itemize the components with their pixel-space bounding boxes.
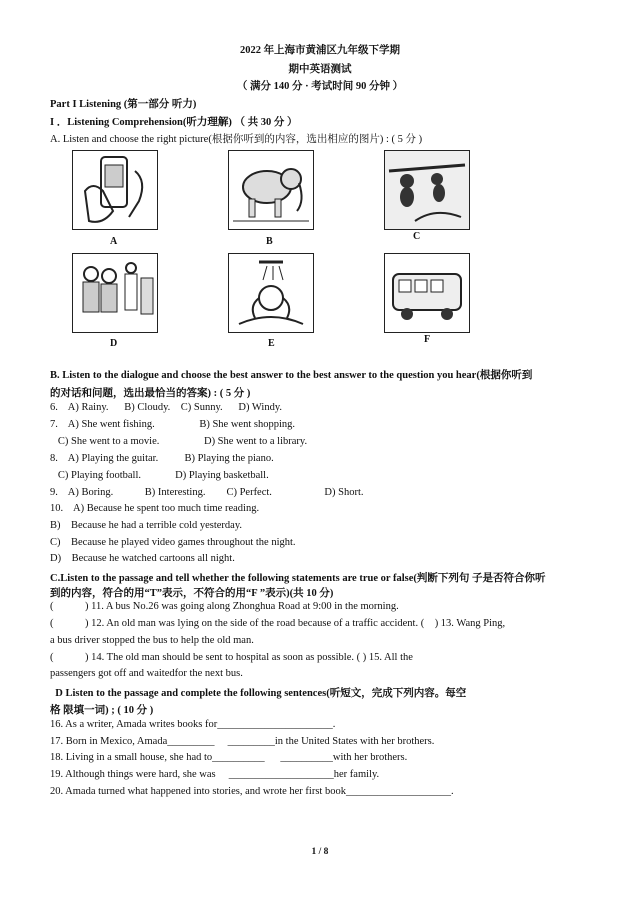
question-line: B) Because he had a terrible cold yesterday.: [50, 520, 243, 531]
part1-heading: Part I Listening (第一部分 听力): [50, 99, 197, 110]
statement-line: ( ) 12. An old man was lying on the side of the road because of a traffic accident. ( ) 13. Wang Ping,: [50, 618, 506, 629]
statement-line: ( ) 11. A bus No.26 was going along Zhonghua Road at 9:00 in the morning.: [50, 601, 399, 612]
sectionB-heading-cont: 的对话和问题，选出最恰当的答案) : ( 5 分 ): [50, 388, 251, 399]
picture-label: D: [110, 338, 118, 349]
school-bus-icon: [384, 253, 470, 333]
question-line: 7. A) She went fishing. B) She went shopping.: [50, 419, 295, 430]
sectionC-heading-cont: 到的内容，符合的用“T”表示，不符合的用“F ”表示)(共 10 分): [50, 588, 334, 599]
question-line: C) Playing football. D) Playing basketball.: [50, 470, 269, 481]
question-line: C) She went to a movie. D) She went to a library.: [50, 436, 308, 447]
people-icon: [72, 253, 158, 333]
blank-line: 19. Although things were hard, she was ____________________her family.: [50, 769, 380, 780]
blank-line: 18. Living in a small house, she had to__________ __________with her brothers.: [50, 752, 408, 763]
picture-label: B: [266, 236, 273, 247]
statement-line: a bus driver stopped the bus to help the old man.: [50, 635, 254, 646]
picture-label: F: [424, 334, 431, 345]
picture-label: E: [268, 338, 275, 349]
sectionC-heading: C.Listen to the passage and tell whether the following statements are true or false(判断下列句 子是否符合你听: [50, 573, 546, 584]
exam-info: （ 满分 140 分 · 考试时间 90 分钟 ）: [236, 81, 404, 92]
sectionD-heading: D Listen to the passage and complete the following sentences(听短文，完成下列内容。每空: [50, 688, 467, 699]
exam-title: 2022 年上海市黄浦区九年级下学期: [239, 45, 401, 56]
question-line: 6. A) Rainy. B) Cloudy. C) Sunny. D) Windy.: [50, 402, 283, 413]
blank-line: 16. As a writer, Amada writes books for______________________.: [50, 719, 336, 730]
exam-subtitle: 期中英语测试: [288, 64, 352, 75]
sectionD-heading-cont: 格 限填一词) ; ( 10 分 ): [50, 705, 154, 716]
picture-label: C: [413, 231, 421, 242]
question-line: C) Because he played video games throughout the night.: [50, 537, 296, 548]
shower-girl-icon: [228, 253, 314, 333]
elephant-icon: [228, 150, 314, 230]
sectionB-heading: B. Listen to the dialogue and choose the best answer to the best answer to the question you hear(根据你听到: [50, 370, 533, 381]
question-line: 10. A) Because he spent too much time reading.: [50, 503, 260, 514]
question-line: 8. A) Playing the guitar. B) Playing the piano.: [50, 453, 274, 464]
statement-line: ( ) 14. The old man should be sent to hospital as soon as possible. ( ) 15. All the: [50, 652, 413, 663]
blank-line: 20. Amada turned what happened into stories, and wrote her first book____________________.: [50, 786, 454, 797]
phone-hand-icon: [72, 150, 158, 230]
question-line: D) Because he watched cartoons all night.: [50, 553, 235, 564]
page-number: 1 / 8: [311, 847, 329, 857]
picture-label: A: [110, 236, 118, 247]
monkeys-icon: [384, 150, 470, 230]
question-line: 9. A) Boring. B) Interesting. C) Perfect. D) Short.: [50, 487, 364, 498]
sectionA-heading: A. Listen and choose the right picture(根据你听到的内容，选出相应的图片) : ( 5 分 ): [50, 134, 423, 145]
statement-line: passengers got off and waitedfor the next bus.: [50, 668, 243, 679]
blank-line: 17. Born in Mexico, Amada_________ _________in the United States with her brothers.: [50, 736, 435, 747]
section1-heading: I ．Listening Comprehension(听力理解) （ 共 30 分 ）: [50, 117, 298, 128]
